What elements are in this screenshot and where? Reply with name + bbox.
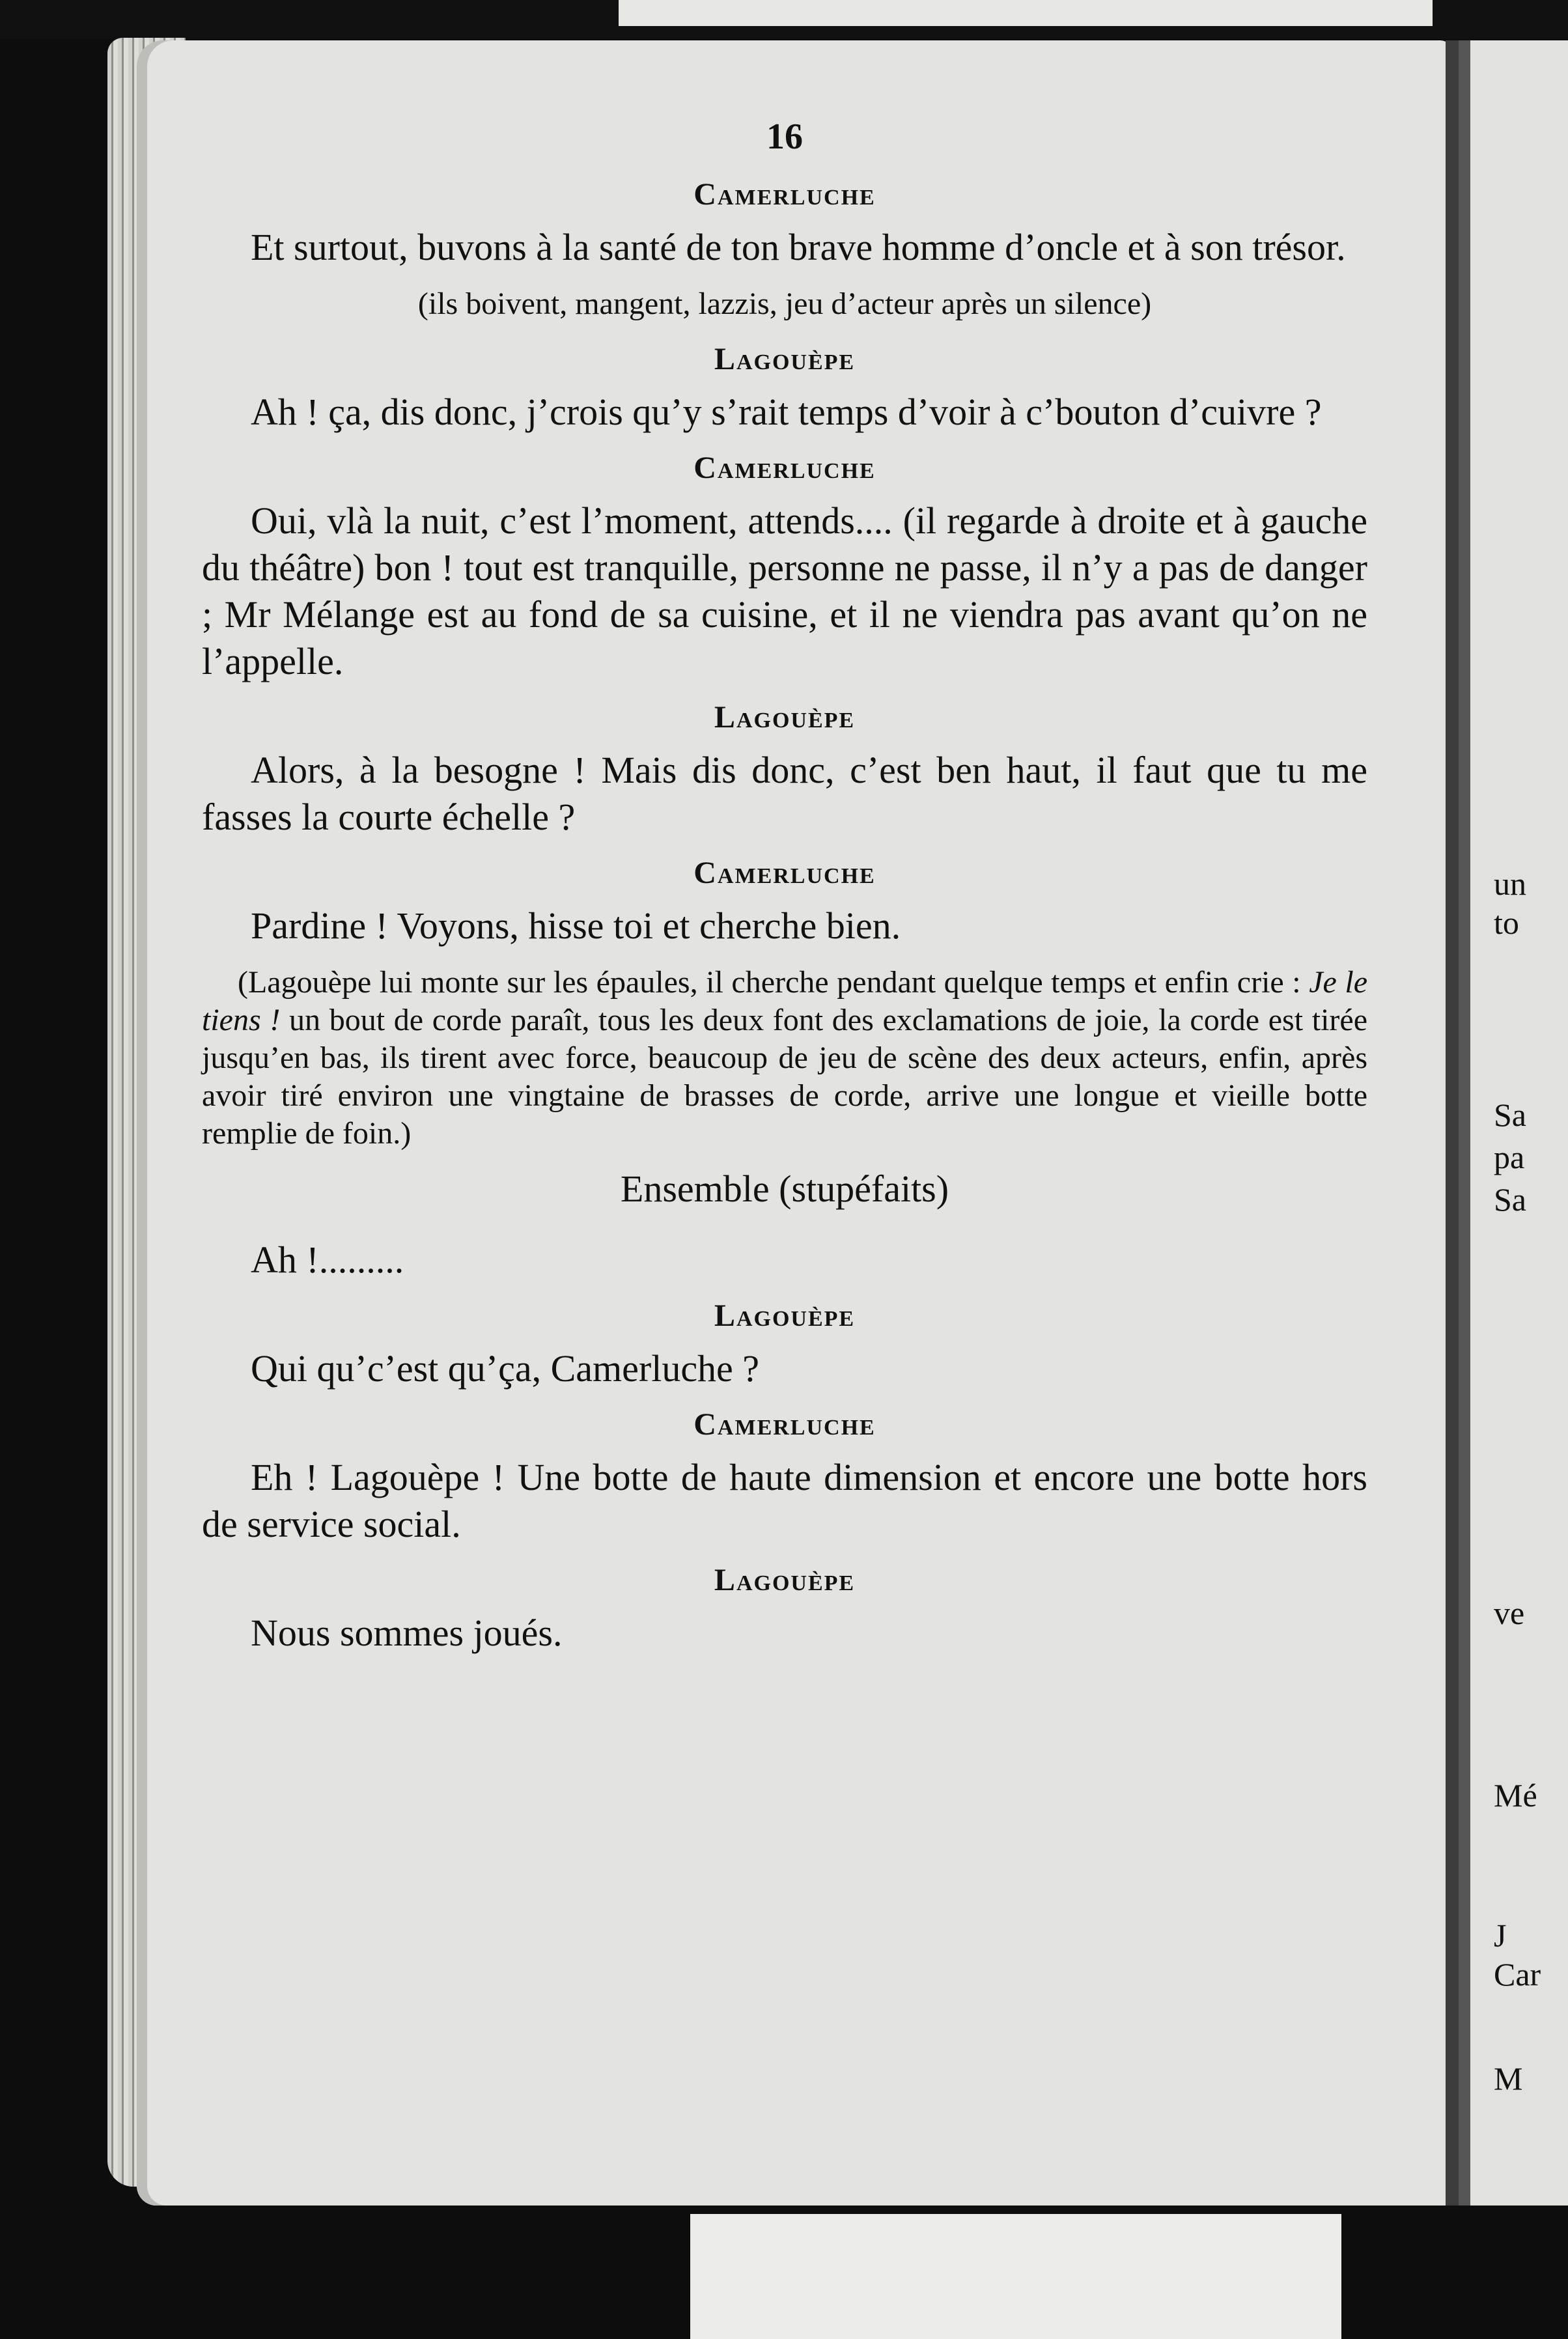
dialogue-line: Ah !......... (251, 1239, 404, 1281)
adjacent-fragment: Mé (1494, 1777, 1537, 1814)
dialogue-line: Et surtout, buvons à la santé de ton brave homme d’oncle et à son trésor. (251, 226, 1346, 268)
dialogue-line: Pardine ! Voyons, hisse toi et cherche bien. (251, 904, 901, 947)
stage-direction (202, 964, 1367, 1153)
adjacent-fragment: un (1494, 865, 1526, 902)
adjacent-page (1459, 40, 1568, 2206)
dialogue-line: Ah ! ça, dis donc, j’crois qu’y s’rait temps d’voir à c’bouton d’cuivre ? (251, 391, 1322, 433)
ensemble-heading: Ensemble (stupéfaits) (620, 1168, 949, 1210)
page-text (202, 107, 1367, 1671)
speaker-name: Camerluche (693, 1407, 876, 1442)
speaker-name: Camerluche (693, 177, 876, 212)
adjacent-fragment: Sa (1494, 1181, 1526, 1218)
dialogue-line: Oui, vlà la nuit, c’est l’moment, attends.... (il regarde à droite et à gauche du théâtre) bon ! tout est tranquille, personne ne passe, il n’y a pas de danger ; Mr Mélange est au fond de sa cuisine, et il ne viendra pas avant qu’on ne l’appelle. (202, 499, 1367, 682)
adjacent-fragment: Sa (1494, 1097, 1526, 1133)
adjacent-paper-bottom (690, 2214, 1341, 2339)
dialogue-line: Eh ! Lagouèpe ! Une botte de haute dimension et encore une botte hors de service social. (202, 1456, 1367, 1545)
adjacent-fragment: pa (1494, 1139, 1525, 1175)
speaker-name: Camerluche (693, 856, 876, 890)
adjacent-fragment: to (1494, 904, 1519, 941)
adjacent-fragment: Car (1494, 1956, 1541, 1993)
speaker-name: Lagouèpe (714, 700, 856, 735)
dialogue-line: Qui qu’c’est qu’ça, Camerluche ? (251, 1347, 760, 1390)
adjacent-paper-top (619, 0, 1433, 26)
adjacent-fragment: J (1494, 1917, 1507, 1954)
speaker-name: Lagouèpe (714, 1563, 856, 1597)
speaker-name: Camerluche (693, 451, 876, 485)
stage-direction-part: (Lagouèpe lui monte sur les épaules, il cherche pendant quelque temps et enfin crie : (238, 965, 1309, 1000)
speaker-name: Lagouèpe (714, 342, 856, 376)
stage-direction-part: un bout de corde paraît, tous les deux font des exclamations de joie, la corde est tirée jusqu’en bas, ils tirent avec force, beaucoup de jeu de scène des deux acteurs, enfin, après avoir tiré environ une vingtaine de brasses de corde, arrive une longue et vieille botte remplie de foin.) (202, 1003, 1367, 1151)
stage-direction-quote: Je le tiens ! (202, 965, 1368, 1037)
adjacent-fragment: M (1494, 2060, 1523, 2097)
dialogue-line: Alors, à la besogne ! Mais dis donc, c’est ben haut, il faut que tu me fasses la courte échelle ? (202, 749, 1367, 838)
adjacent-fragment: ve (1494, 1595, 1525, 1631)
stage-direction: (ils boivent, mangent, lazzis, jeu d’acteur après un silence) (417, 287, 1152, 321)
dialogue-line: Nous sommes joués. (251, 1612, 563, 1654)
speaker-name: Lagouèpe (714, 1298, 856, 1333)
page-number: 16 (766, 117, 803, 157)
